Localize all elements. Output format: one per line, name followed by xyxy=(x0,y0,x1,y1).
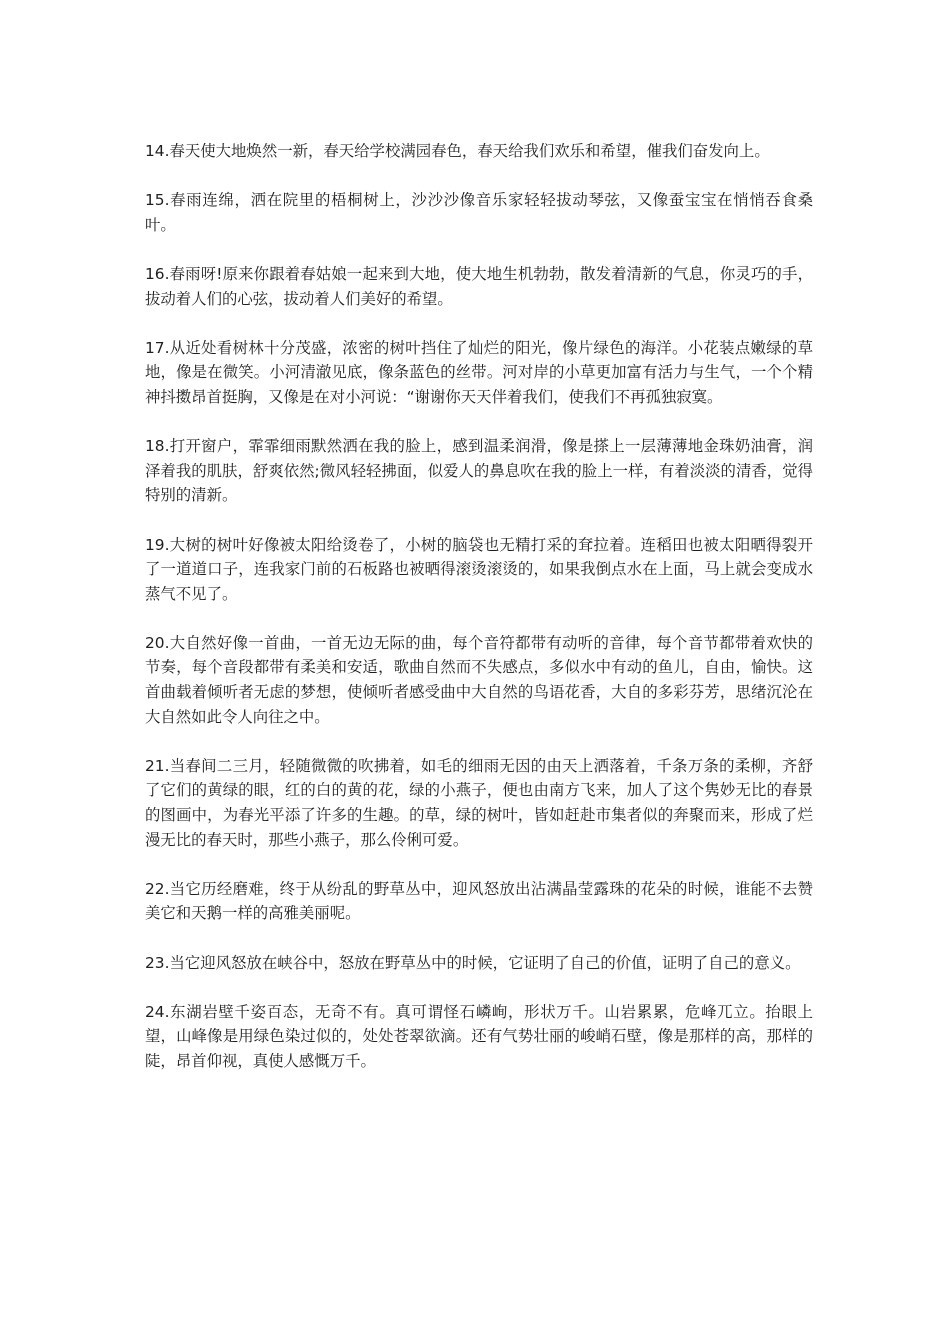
paragraph-17: 17.从近处看树林十分茂盛，浓密的树叶挡住了灿烂的阳光，像片绿色的海洋。小花装点嫩绿的草地，像是在微笑。小河清澈见底，像条蓝色的丝带。河对岸的小草更加富有活力与生气，一个个精神抖擞昂首挺胸，又像是在对小河说：“谢谢你天天伴着我们，使我们不再孤独寂寞。 xyxy=(145,338,813,406)
paragraph-22: 22.当它历经磨难，终于从纷乱的野草丛中，迎风怒放出沾满晶莹露珠的花朵的时候，谁能不去赞美它和天鹅一样的高雅美丽呢。 xyxy=(145,879,813,923)
paragraph-14: 14.春天使大地焕然一新，春天给学校满园春色，春天给我们欢乐和希望，催我们奋发向上。 xyxy=(145,142,770,160)
paragraph-16: 16.春雨呀!原来你跟着春姑娘一起来到大地，使大地生机勃勃，散发着清新的气息，你灵巧的手，拔动着人们的心弦，拔动着人们美好的希望。 xyxy=(145,264,813,308)
paragraph-19: 19.大树的树叶好像被太阳给烫卷了，小树的脑袋也无精打采的耷拉着。连稻田也被太阳晒得裂开了一道道口子，连我家门前的石板路也被晒得滚烫滚烫的，如果我倒点水在上面，马上就会变成水蒸气不见了。 xyxy=(145,535,813,603)
document-body xyxy=(145,139,813,1098)
paragraph-24: 24.东湖岩壁千姿百态，无奇不有。真可谓怪石嶙峋，形状万千。山岩累累，危峰兀立。抬眼上望，山峰像是用绿色染过似的，处处苍翠欲滴。还有气势壮丽的峻峭石壁，像是那样的高，那样的陡，昂首仰视，真使人感慨万千。 xyxy=(145,1002,813,1070)
paragraph-18: 18.打开窗户，霏霏细雨默然洒在我的脸上，感到温柔润滑，像是搽上一层薄薄地金珠奶油膏，润泽着我的肌肤，舒爽依然;微风轻轻拂面，似爱人的鼻息吹在我的脸上一样，有着淡淡的清香，觉得特别的清新。 xyxy=(145,437,813,505)
paragraph-15: 15.春雨连绵，洒在院里的梧桐树上，沙沙沙像音乐家轻轻拔动琴弦，又像蚕宝宝在悄悄吞食桑叶。 xyxy=(145,191,813,234)
paragraph-21: 21.当春间二三月，轻随微微的吹拂着，如毛的细雨无因的由天上洒落着，千条万条的柔柳，齐舒了它们的黄绿的眼，红的白的黄的花，绿的小燕子，便也由南方飞来，加人了这个隽妙无比的春景的图画中，为春光平添了许多的生趣。的草，绿的树叶，皆如赶赴市集者似的奔聚而来，形成了烂漫无比的春天时，那些小燕子，那么伶俐可爱。 xyxy=(145,756,813,849)
paragraph-20: 20.大自然好像一首曲，一首无边无际的曲，每个音符都带有动听的音律，每个音节都带着欢快的节奏，每个音段都带有柔美和安适，歌曲自然而不失感点，多似水中有动的鱼儿，自由，愉快。这首曲载着倾听者无虑的梦想，使倾听者感受曲中大自然的鸟语花香，大自的多彩芬芳，思绪沉沦在大自然如此令人向往之中。 xyxy=(145,633,813,726)
paragraph-23: 23.当它迎风怒放在峡谷中，怒放在野草丛中的时候，它证明了自己的价值，证明了自己的意义。 xyxy=(145,953,801,972)
